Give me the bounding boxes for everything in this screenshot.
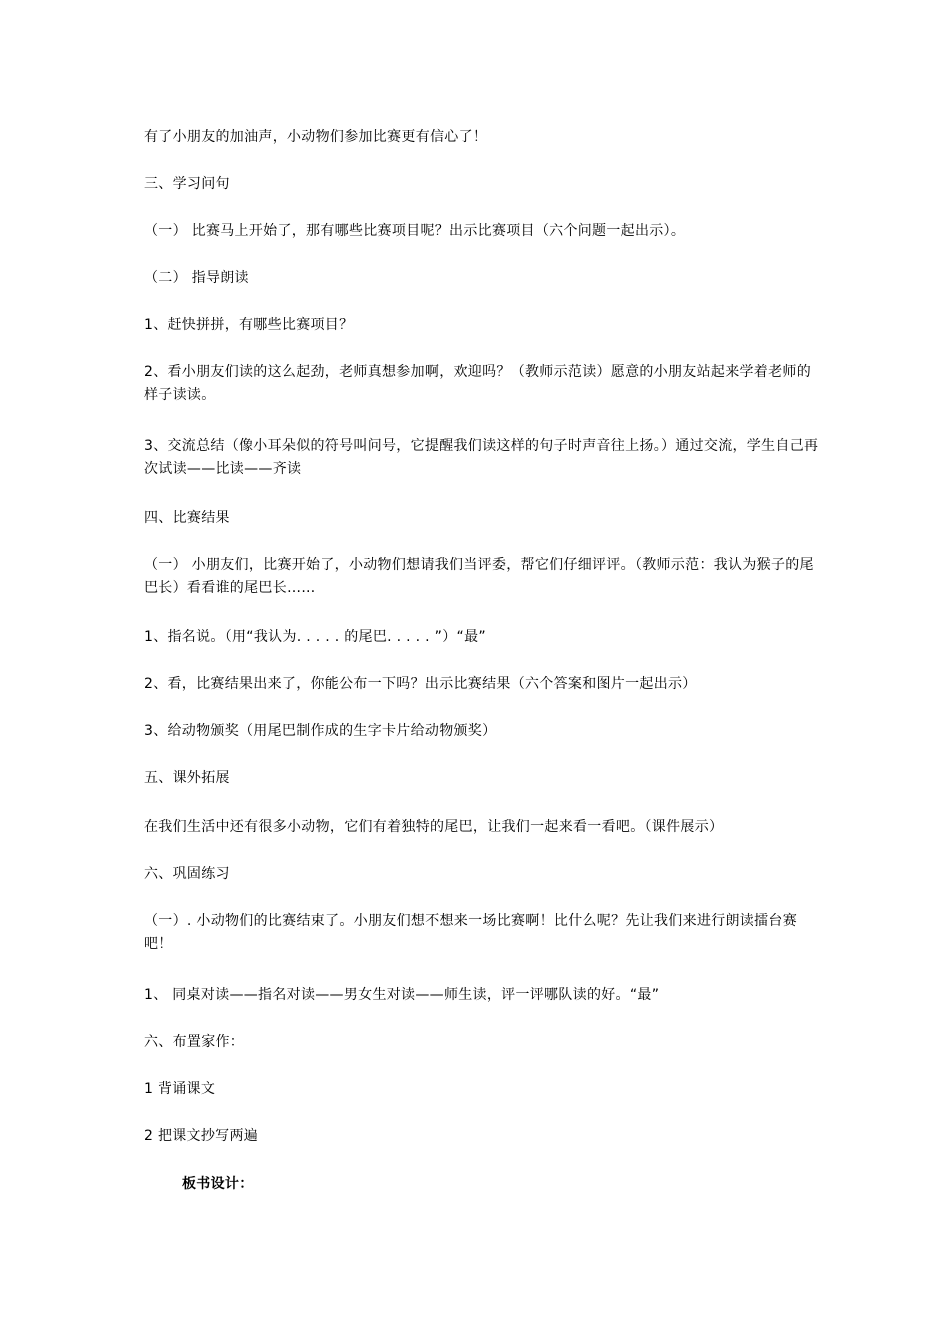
list-item-3-2-1: 1、赶快拼拼，有哪些比赛项目？ [144,317,354,333]
homework-item-2: 2 把课文抄写两遍 [144,1128,259,1144]
list-item-3-2-3: 3、交流总结（像小耳朵似的符号叫问号，它提醒我们读这样的句子时声音往上扬。）通过交流，学生自己再次试读——比读——齐读 [144,438,819,477]
paragraph-4-1: （一） 小朋友们，比赛开始了，小动物们想请我们当评委，帮它们仔细评评。（教师示范：我认为猴子的尾巴长）看看谁的尾巴长…… [144,557,814,596]
heading-section-5: 五、课外拓展 [144,770,230,786]
paragraph-3-2: （二） 指导朗读 [144,270,249,286]
paragraph-3-1: （一） 比赛马上开始了，那有哪些比赛项目呢？出示比赛项目（六个问题一起出示）。 [144,223,686,239]
homework-item-1: 1 背诵课文 [144,1081,216,1097]
heading-section-4: 四、比赛结果 [144,510,230,526]
list-item-4-1: 1、指名说。（用“我认为. . . . . 的尾巴. . . . . ”）“最” [144,629,486,645]
paragraph-5: 在我们生活中还有很多小动物，它们有着独特的尾巴，让我们一起来看一看吧。（课件展示） [144,819,724,835]
list-item-4-3: 3、给动物颁奖（用尾巴制作成的生字卡片给动物颁奖） [144,723,497,739]
paragraph-6-1: （一）. 小动物们的比赛结束了。小朋友们想不想来一场比赛啊！比什么呢？先让我们来进行朗读擂台赛吧！ [144,913,797,952]
list-item-4-2: 2、看，比赛结果出来了，你能公布一下吗？出示比赛结果（六个答案和图片一起出示） [144,676,697,692]
heading-homework: 六、布置家作： [144,1034,245,1050]
list-item-6-1: 1、 同桌对读——指名对读——男女生对读——师生读，评一评哪队读的好。“最” [144,987,660,1003]
board-design-heading: 板书设计： [182,1176,254,1192]
list-item-3-2-2: 2、看小朋友们读的这么起劲，老师真想参加啊，欢迎吗？（教师示范读）愿意的小朋友站起来学着老师的样子读读。 [144,364,812,403]
paragraph-intro: 有了小朋友的加油声，小动物们参加比赛更有信心了！ [144,129,488,145]
heading-section-3: 三、学习问句 [144,176,230,192]
heading-section-6: 六、巩固练习 [144,866,230,882]
